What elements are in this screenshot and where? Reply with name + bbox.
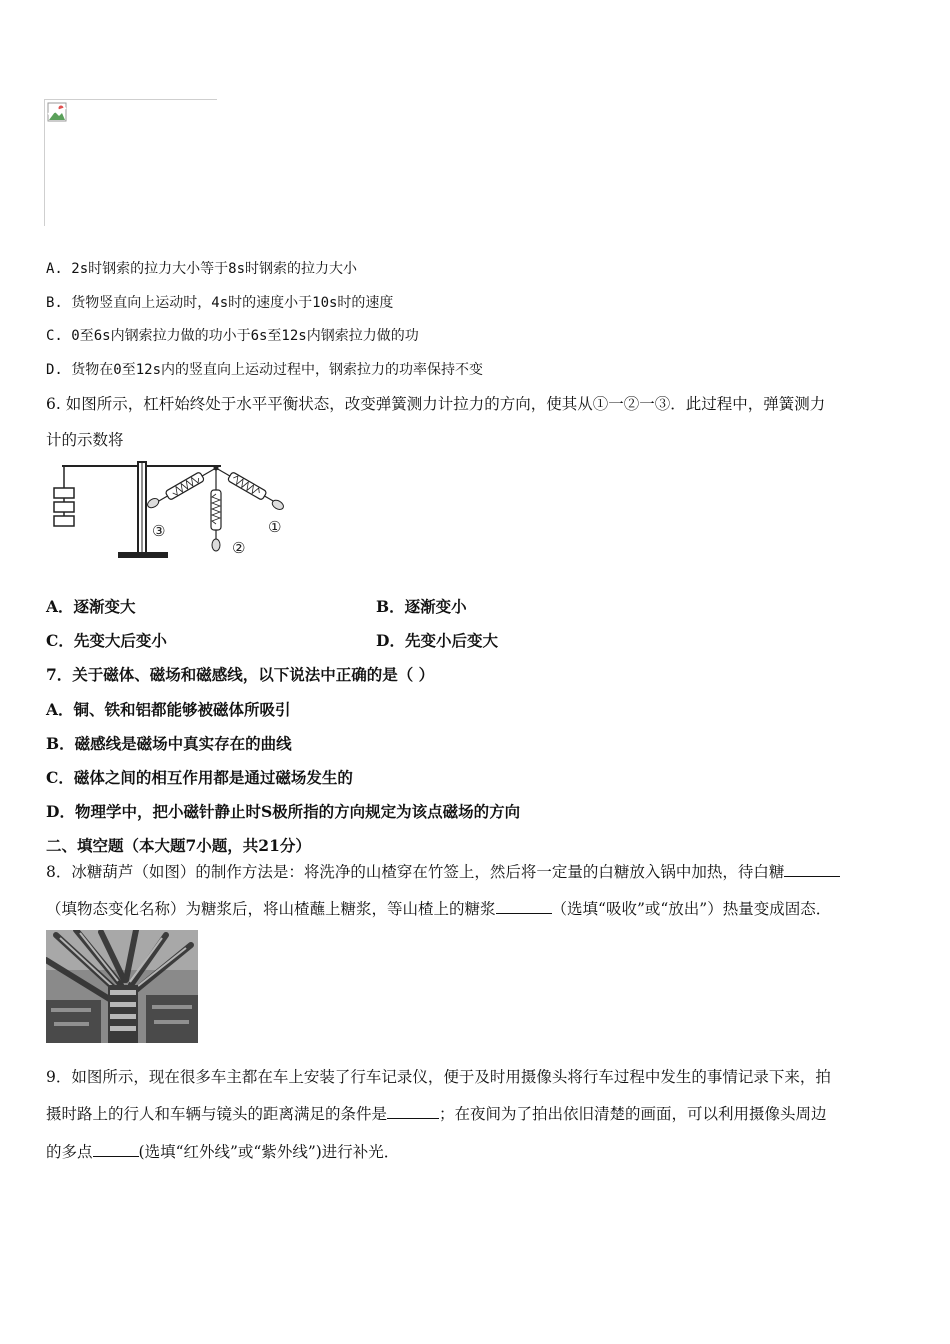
q8-line2a-text: （填物态变化名称）为糖浆后，将山楂蘸上糖浆，等山楂上的糖浆: [46, 900, 496, 918]
broken-image-icon: [47, 102, 67, 122]
q9-line3a-text: 的多点: [46, 1143, 93, 1161]
q7-option-c: C．磁体之间的相互作用都是通过磁场发生的: [46, 768, 353, 787]
figure-label-3: ③: [152, 522, 166, 540]
q5-option-b: B. 货物竖直向上运动时，4s时的速度小于10s时的速度: [46, 295, 394, 311]
q9-blank-2: [93, 1142, 139, 1157]
lever-spring-scale-figure: [46, 458, 296, 563]
q6-stem-line2: 计的示数将: [46, 431, 124, 449]
q5-option-a: A. 2s时钢索的拉力大小等于8s时钢索的拉力大小: [46, 261, 357, 277]
q7-stem: 7．关于磁体、磁场和磁感线，以下说法中正确的是（ ）: [46, 665, 435, 684]
q7-option-a: A．铜、铁和铝都能够被磁体所吸引: [46, 700, 291, 719]
q9-blank-1: [387, 1104, 439, 1119]
q8-blank-1: [784, 862, 840, 877]
q9-line3b-text: (选填“红外线”或“紫外线”)进行补光．: [138, 1143, 400, 1161]
q8-line1-text: 8．冰糖葫芦（如图）的制作方法是：将洗净的山楂穿在竹签上，然后将一定量的白糖放入锅中加热，待白糖: [46, 863, 785, 881]
q8-blank-2: [496, 899, 552, 914]
q5-option-c: C. 0至6s内钢索拉力做的功小于6s至12s内钢索拉力做的功: [46, 328, 419, 344]
q6-stem-line1: 6. 如图所示，杠杆始终处于水平平衡状态，改变弹簧测力计拉力的方向，使其从①一②一③．此过程中，弹簧测力: [46, 395, 826, 413]
q8-line2b-text: （选填“吸收”或“放出”）热量变成固态．: [551, 900, 832, 918]
q8-line2: [46, 899, 831, 919]
figure-label-2: ②: [232, 539, 246, 557]
figure-label-1: ①: [268, 518, 282, 536]
q7-option-b: B．磁感线是磁场中真实存在的曲线: [46, 734, 292, 753]
q8-line1: [46, 862, 840, 882]
q5-option-d: D. 货物在0至12s内的竖直向上运动过程中，钢索拉力的功率保持不变: [46, 362, 483, 378]
q7-option-d: D．物理学中，把小磁针静止时S极所指的方向规定为该点磁场的方向: [46, 802, 521, 821]
q9-line2b-text: ；在夜间为了拍出依旧清楚的画面，可以利用摄像头周边: [439, 1105, 827, 1123]
candied-haws-photo: [46, 930, 198, 1043]
q6-option-d: D．先变小后变大: [376, 631, 498, 650]
q9-line2a-text: 摄时路上的行人和车辆与镜头的距离满足的条件是: [46, 1105, 388, 1123]
q6-option-a: A．逐渐变大: [46, 597, 136, 616]
section-heading: 二、填空题（本大题7小题，共21分）: [46, 836, 311, 855]
q9-line1: 9．如图所示，现在很多车主都在车上安装了行车记录仪，便于及时用摄像头将行车过程中发生的事情记录下来，拍: [46, 1068, 831, 1086]
q9-line3: [46, 1142, 399, 1162]
q9-line2: [46, 1104, 827, 1124]
q6-option-c: C．先变大后变小: [46, 631, 167, 650]
q6-option-b: B．逐渐变小: [376, 597, 467, 616]
broken-image-placeholder: [44, 99, 217, 226]
